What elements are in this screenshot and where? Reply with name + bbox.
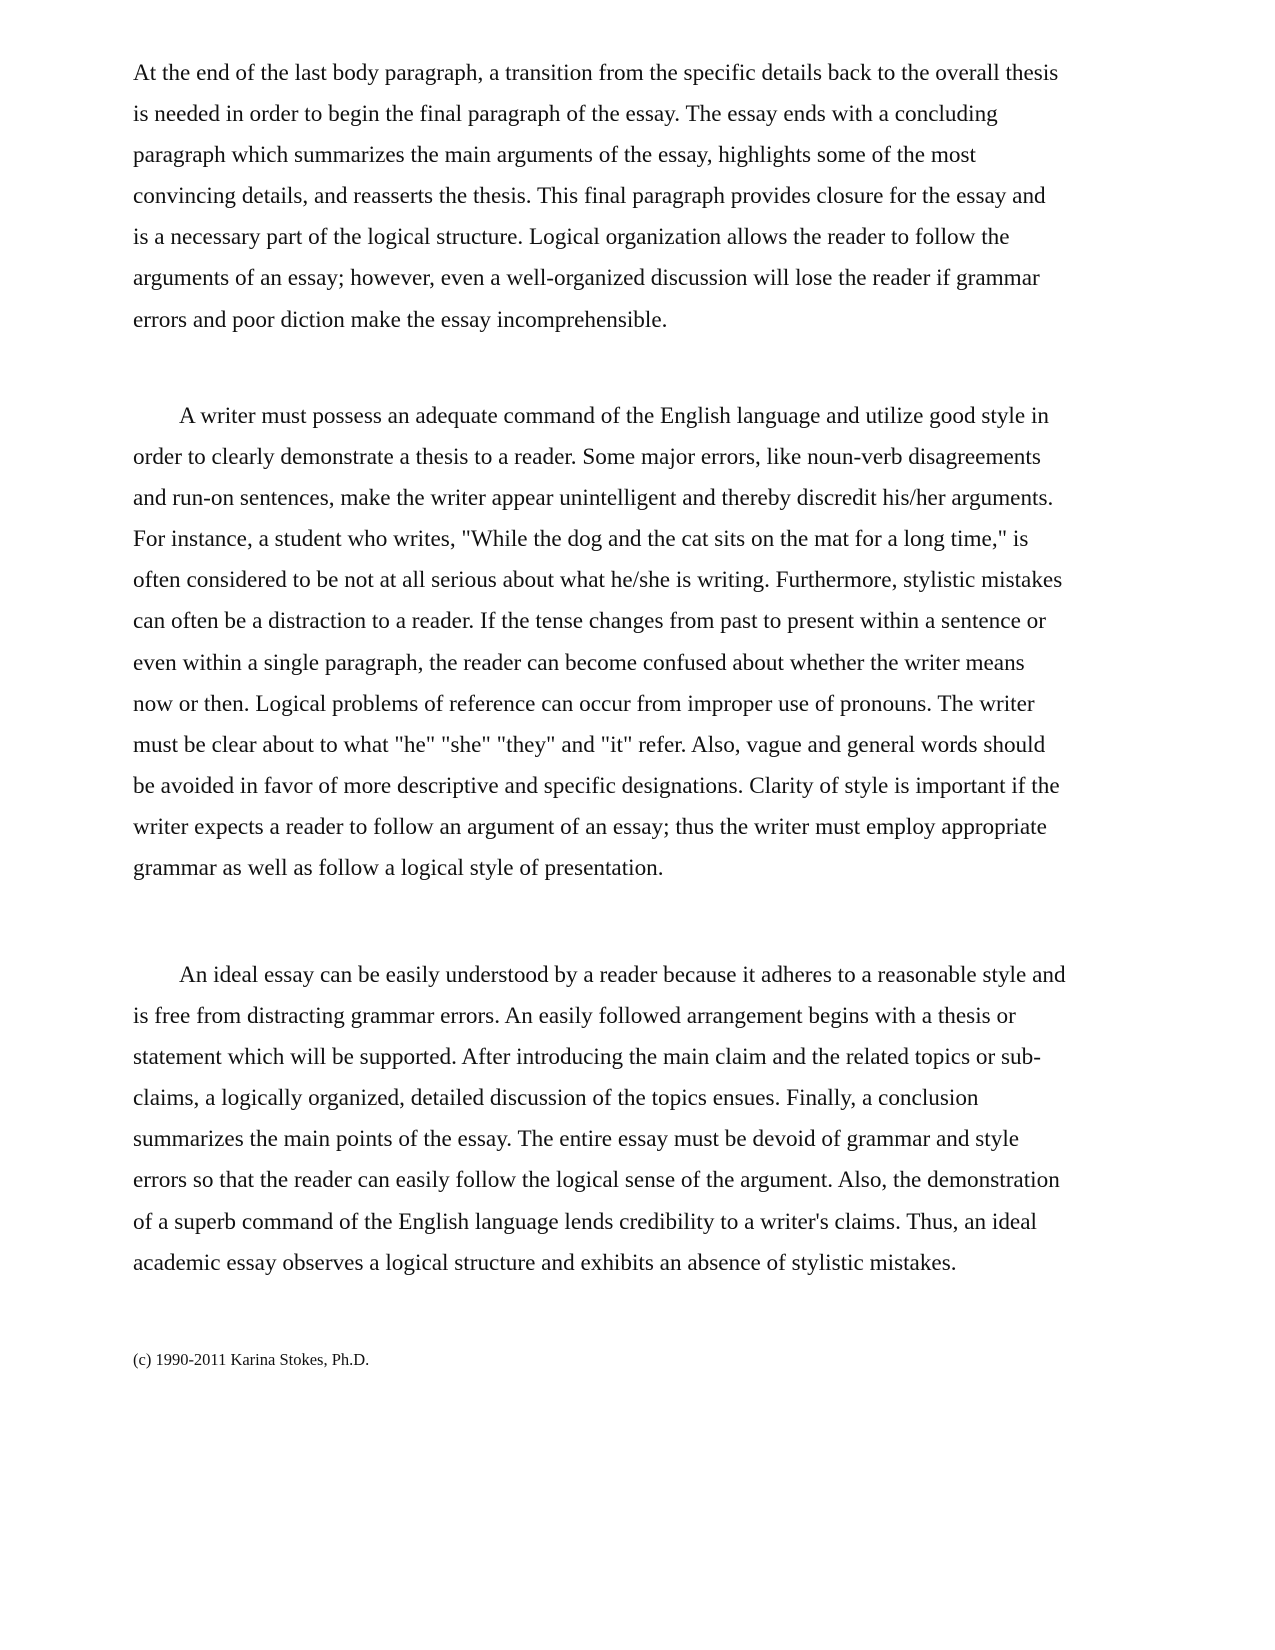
text-line: At the end of the last body paragraph, a transition from the specific details back to the overall thesis: [133, 60, 1059, 86]
text-line: be avoided in favor of more descriptive and specific designations. Clarity of style is important if the: [133, 772, 1060, 799]
text-line: convincing details, and reasserts the thesis. This final paragraph provides closure for the essay and: [133, 183, 1046, 210]
text-line: can often be a distraction to a reader. If the tense changes from past to present within a sentence or: [133, 608, 1046, 635]
text-line: must be clear about to what "he" "she" "they" and "it" refer. Also, vague and general words should: [133, 731, 1046, 758]
paragraph-style-and-grammar: [133, 396, 1143, 889]
text-line: is free from distracting grammar errors. An easily followed arrangement begins with a thesis or: [133, 1003, 1016, 1030]
copyright-notice: (c) 1990-2011 Karina Stokes, Ph.D.: [133, 1350, 370, 1369]
text-line: writer expects a reader to follow an argument of an essay; thus the writer must employ appropriate: [133, 813, 1047, 840]
text-line: even within a single paragraph, the reader can become confused about whether the writer means: [133, 649, 1025, 676]
text-line: academic essay observes a logical structure and exhibits an absence of stylistic mistakes.: [133, 1249, 957, 1276]
paragraph-conclusion-transition: [133, 53, 1143, 341]
text-line: summarizes the main points of the essay. The entire essay must be devoid of grammar and style: [133, 1126, 1020, 1153]
text-line: often considered to be not at all serious about what he/she is writing. Furthermore, stylistic mistakes: [133, 567, 1063, 594]
paragraph-ideal-essay: [133, 955, 1143, 1284]
text-line: A writer must possess an adequate command of the English language and utilize good style in: [179, 403, 1049, 429]
text-line: statement which will be supported. After introducing the main claim and the related topics or sub-: [133, 1044, 1041, 1071]
text-line: errors and poor diction make the essay incomprehensible.: [133, 306, 668, 333]
text-line: For instance, a student who writes, "While the dog and the cat sits on the mat for a long time," is: [133, 526, 1029, 553]
text-line: of a superb command of the English language lends credibility to a writer's claims. Thus, an ideal: [133, 1208, 1037, 1235]
text-line: An ideal essay can be easily understood by a reader because it adheres to a reasonable style and: [179, 962, 1066, 988]
text-line: errors so that the reader can easily follow the logical sense of the argument. Also, the demonstration: [133, 1167, 1060, 1194]
text-line: order to clearly demonstrate a thesis to a reader. Some major errors, like noun-verb disagreements: [133, 444, 1041, 471]
text-line: arguments of an essay; however, even a well-organized discussion will lose the reader if grammar: [133, 265, 1040, 292]
text-line: claims, a logically organized, detailed discussion of the topics ensues. Finally, a conclusion: [133, 1085, 979, 1112]
text-line: is needed in order to begin the final paragraph of the essay. The essay ends with a concluding: [133, 101, 998, 128]
text-line: paragraph which summarizes the main arguments of the essay, highlights some of the most: [133, 142, 976, 169]
text-line: and run-on sentences, make the writer appear unintelligent and thereby discredit his/her arguments.: [133, 485, 1054, 512]
text-line: is a necessary part of the logical structure. Logical organization allows the reader to follow the: [133, 224, 1010, 251]
text-line: grammar as well as follow a logical style of presentation.: [133, 855, 664, 882]
text-line: now or then. Logical problems of reference can occur from improper use of pronouns. The writer: [133, 690, 1035, 717]
